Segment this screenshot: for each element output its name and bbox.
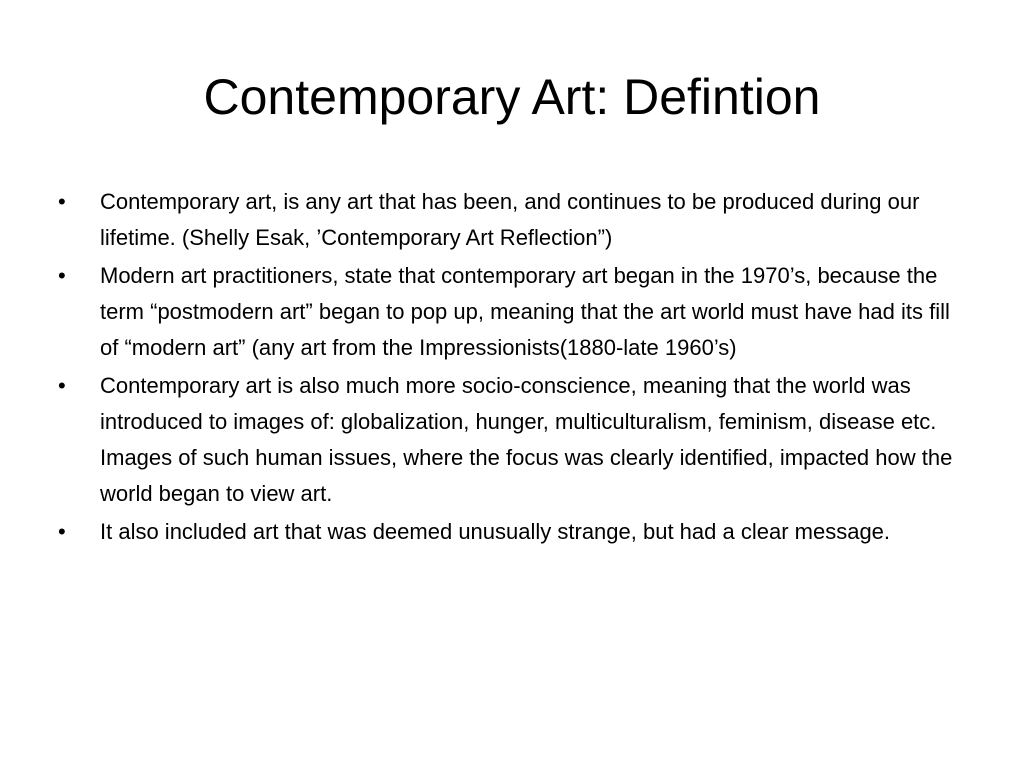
bullet-item xyxy=(58,184,988,256)
bullet-dot-icon: • xyxy=(58,373,66,398)
bullet-item xyxy=(58,368,988,512)
bullet-item xyxy=(58,258,988,366)
bullet-text: Contemporary art, is any art that has been, and continues to be produced during our lifetime. (Shelly Esak, ’Contemporary Art Reflection”) xyxy=(100,189,920,250)
bullet-text: Modern art practitioners, state that contemporary art began in the 1970’s, because the term “postmodern art” began to pop up, meaning that the art world must have had its fill of “modern art” (any art from the Impressionists(1880-late 1960’s) xyxy=(100,263,950,360)
bullet-text: Contemporary art is also much more socio-conscience, meaning that the world was introduced to images of: globalization, hunger, multiculturalism, feminism, disease etc. Images of such human issues, where the focus was clearly identified, impacted how the world began to view art. xyxy=(100,373,953,506)
bullet-list xyxy=(58,184,988,552)
bullet-dot-icon: • xyxy=(58,519,66,544)
bullet-text: It also included art that was deemed unusually strange, but had a clear message. xyxy=(100,519,891,544)
bullet-dot-icon: • xyxy=(58,263,66,288)
slide-title: Contemporary Art: Defintion xyxy=(203,69,821,125)
bullet-dot-icon: • xyxy=(58,189,66,214)
bullet-item xyxy=(58,514,988,550)
